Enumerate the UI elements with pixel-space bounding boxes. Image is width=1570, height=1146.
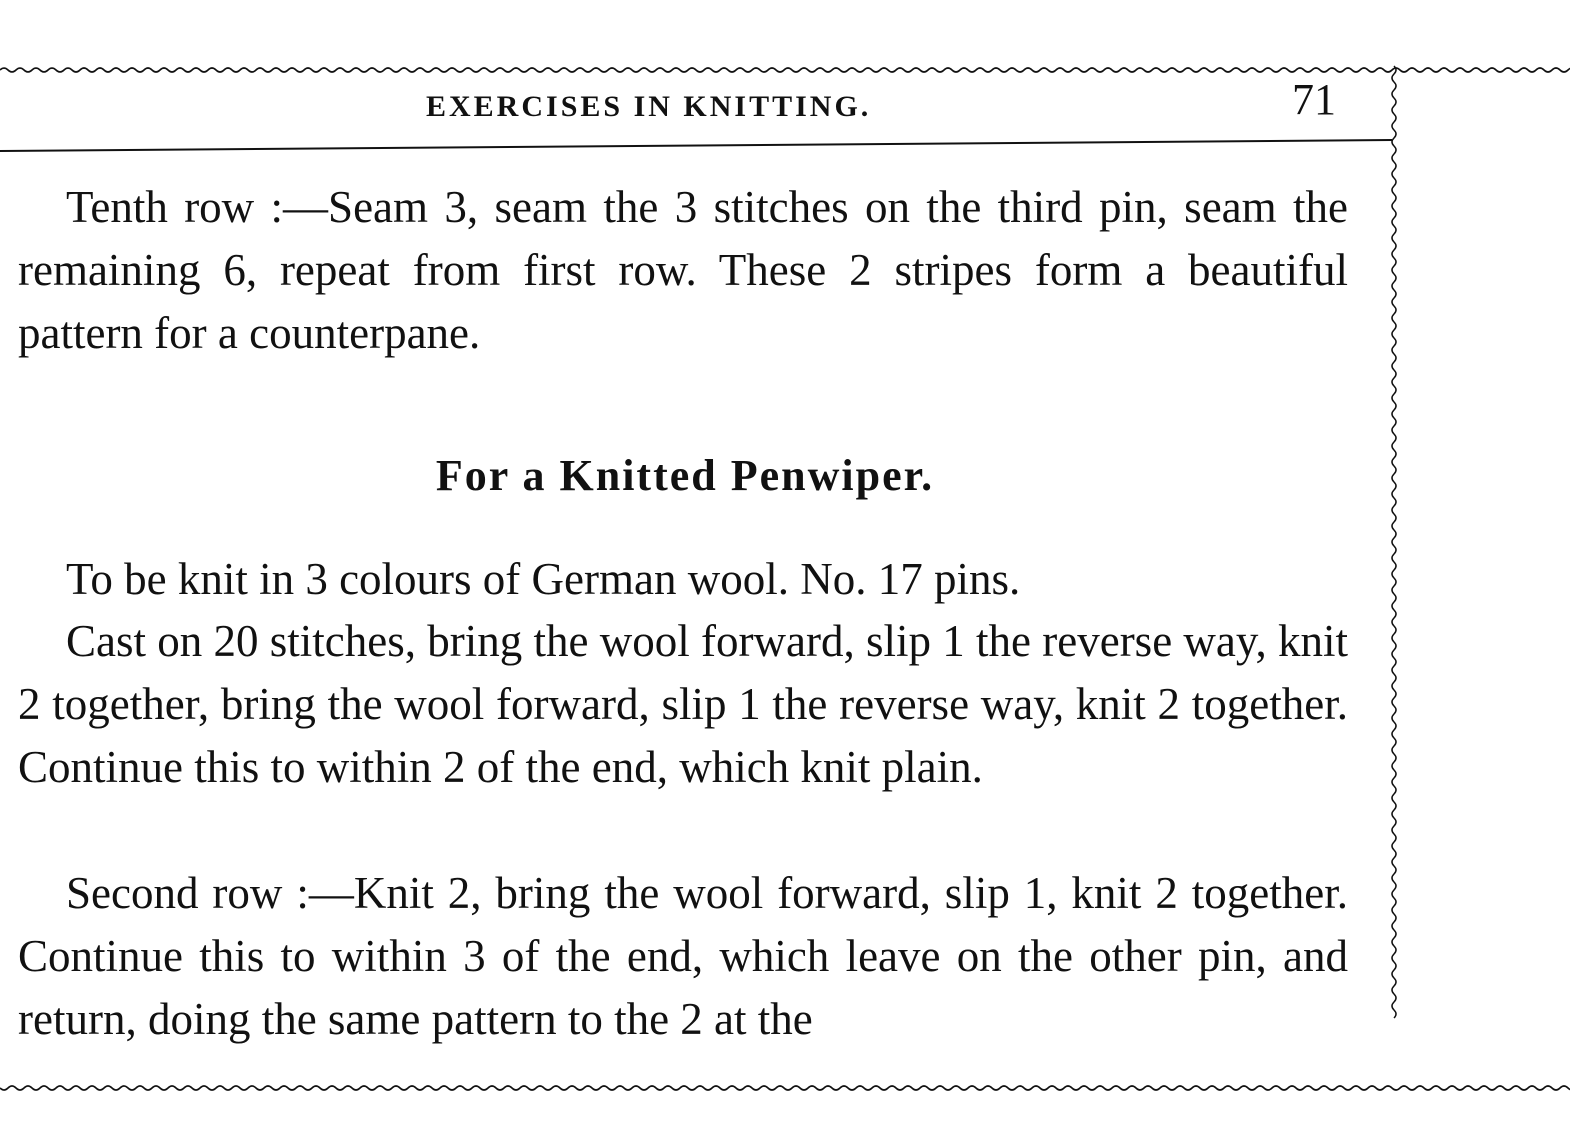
top-wavy-rule bbox=[0, 68, 1570, 72]
page-number: 71 bbox=[1292, 75, 1336, 124]
paragraph-tenth-row: Tenth row :—Seam 3, seam the 3 stitches on the third pin, seam the remaining 6, repeat from first row. These 2 stripes form a beautiful pattern for a counterpane. bbox=[18, 182, 1348, 358]
section-heading: For a Knitted Penwiper. bbox=[435, 451, 935, 500]
running-title: EXERCISES IN KNITTING. bbox=[426, 90, 872, 123]
right-wavy-border bbox=[1392, 66, 1396, 1018]
paragraph-materials: To be knit in 3 colours of German wool. No. 17 pins. bbox=[66, 554, 1021, 604]
paragraph-cast-on: Cast on 20 stitches, bring the wool forward, slip 1 the reverse way, knit 2 together, bring the wool forward, slip 1 the reverse way, knit 2 together. Continue this to within 2 of the end, which knit plain. bbox=[18, 616, 1348, 792]
paragraph-second-row: Second row :—Knit 2, bring the wool forward, slip 1, knit 2 together. Continue this to within 3 of the end, which leave on the other pin, and return, doing the same pattern to the 2 at the bbox=[18, 868, 1348, 1044]
running-head bbox=[0, 75, 1390, 140]
bottom-wavy-rule bbox=[0, 1086, 1570, 1090]
header-rule bbox=[0, 140, 1392, 151]
